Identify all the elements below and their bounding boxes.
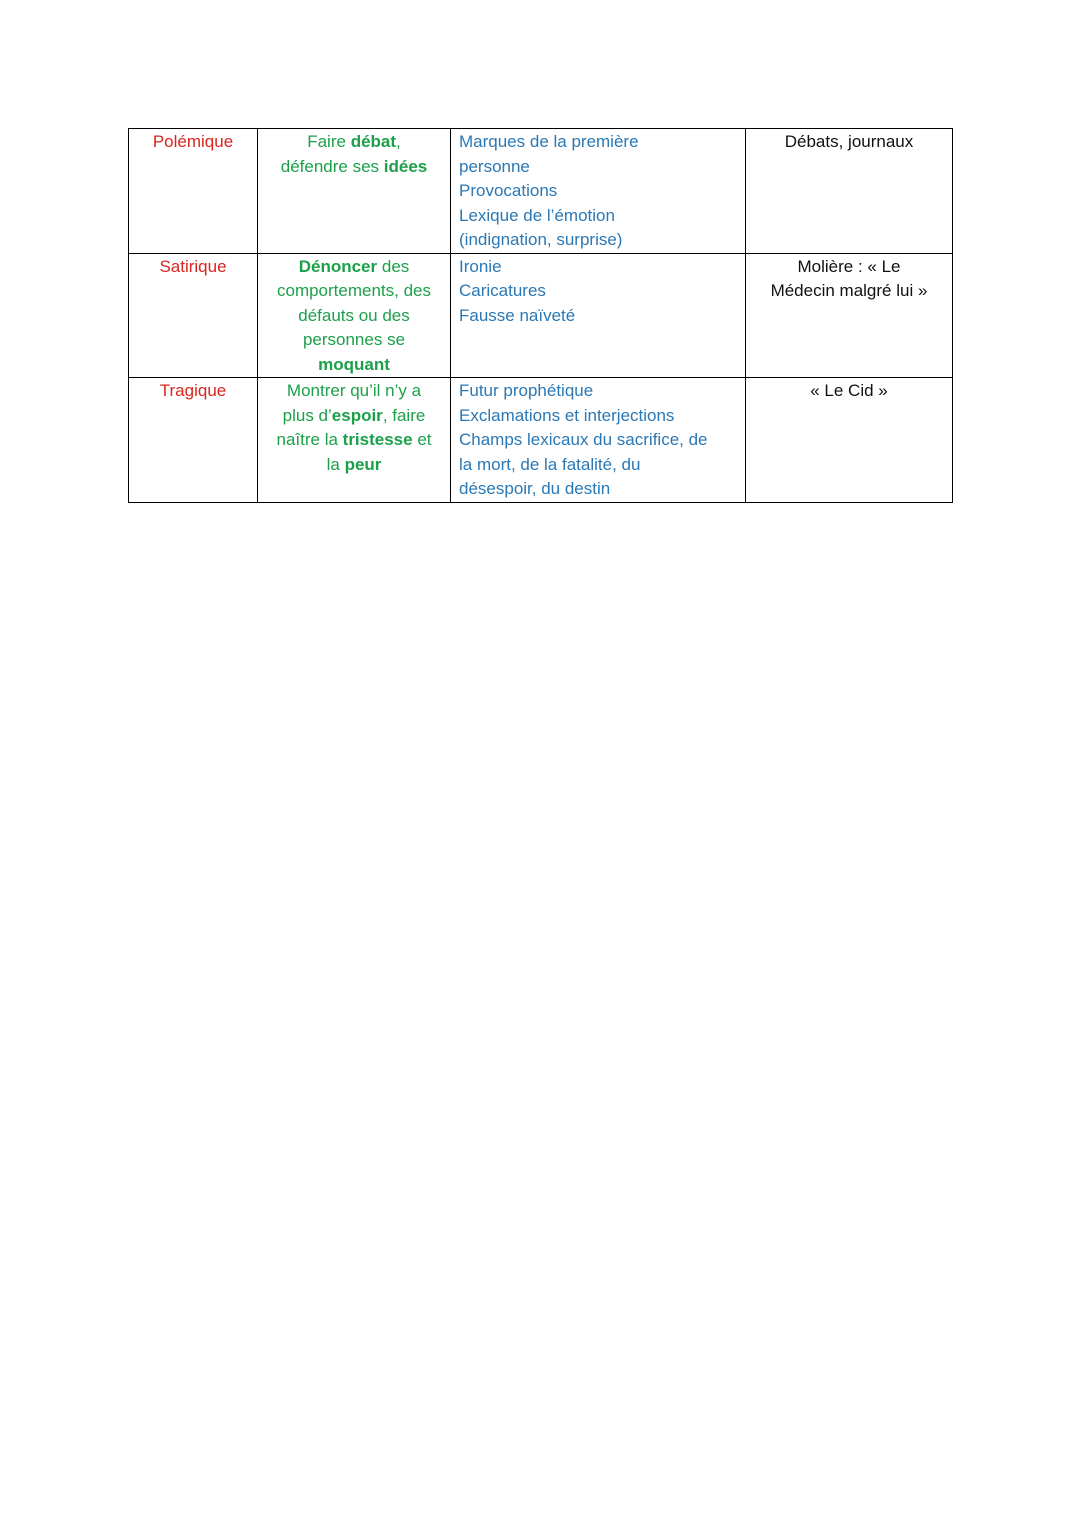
register-marks: Marques de la première personne Provocations Lexique de l’émotion (indignation, surprise): [451, 129, 746, 254]
register-example: Débats, journaux: [746, 129, 953, 254]
registers-table: [128, 128, 953, 503]
table-row: [129, 253, 953, 378]
register-marks: Futur prophétique Exclamations et interjections Champs lexicaux du sacrifice, de la mort, de la fatalité, du désespoir, du destin: [451, 378, 746, 503]
register-goal: Faire débat, défendre ses idées: [258, 129, 451, 254]
table-row: [129, 129, 953, 254]
register-example: « Le Cid »: [746, 378, 953, 503]
register-name: Polémique: [129, 129, 258, 254]
table-row: [129, 378, 953, 503]
register-goal: Montrer qu’il n’y a plus d’espoir, faire naître la tristesse et la peur: [258, 378, 451, 503]
register-example: Molière : « Le Médecin malgré lui »: [746, 253, 953, 378]
register-marks: Ironie Caricatures Fausse naïveté: [451, 253, 746, 378]
register-goal: Dénoncer des comportements, des défauts ou des personnes se moquant: [258, 253, 451, 378]
register-name: Satirique: [129, 253, 258, 378]
register-name: Tragique: [129, 378, 258, 503]
